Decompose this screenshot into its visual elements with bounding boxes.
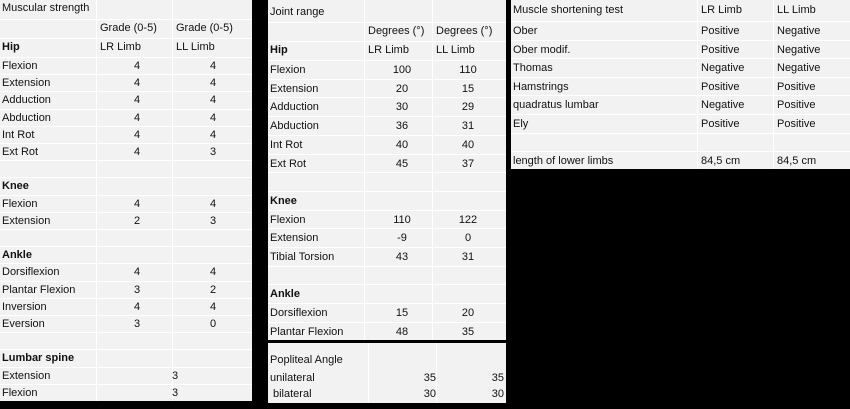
- lr-value: [374, 285, 430, 303]
- range-lr-header: LR Limb: [368, 44, 409, 56]
- table-row: [268, 154, 506, 173]
- ll-value: [188, 178, 238, 194]
- lr-value: [112, 178, 162, 194]
- table-row: [268, 303, 506, 322]
- row-label: Flexion: [270, 213, 306, 226]
- lr-value: 110: [393, 213, 411, 226]
- lr-value: 4: [133, 94, 141, 107]
- row-label: Lumbar spine: [2, 352, 75, 365]
- ll-value: 37: [461, 157, 475, 170]
- row-label: Thomas: [513, 62, 553, 75]
- lr-value: 48: [395, 325, 409, 338]
- row-label: Knee: [2, 180, 29, 193]
- row-value: 3: [171, 386, 179, 399]
- lr-value: [112, 333, 162, 349]
- row-label: Dorsiflexion: [270, 307, 328, 320]
- range-col1-header: Degrees (°): [368, 25, 425, 37]
- lr-value: 30: [395, 101, 409, 114]
- range-title: Joint range: [270, 6, 325, 18]
- table-row: [0, 19, 252, 37]
- table-row: [268, 135, 506, 154]
- ll-value: 4: [209, 266, 217, 279]
- row-label: Tibial Torsion: [270, 251, 335, 263]
- row-label: Flexion: [2, 197, 38, 210]
- row-label: Int Rot: [270, 138, 303, 151]
- ll-value: 4: [209, 197, 217, 210]
- ll-value: Negative: [777, 62, 821, 75]
- ll-value: [188, 247, 238, 263]
- row-label: Extension: [2, 369, 51, 382]
- lr-value: 2: [133, 214, 141, 227]
- ll-value: 4: [209, 111, 217, 124]
- lr-value: Positive: [701, 43, 740, 56]
- row-label: quadratus lumbar: [513, 99, 599, 112]
- lr-value: Positive: [701, 118, 740, 130]
- row-label: unilateral: [270, 372, 315, 384]
- ll-value: 4: [209, 94, 217, 107]
- table-row: [0, 281, 252, 298]
- ll-value: 4: [209, 300, 217, 313]
- table-row: [511, 151, 850, 170]
- table-row: [0, 367, 252, 384]
- table-row: [268, 0, 506, 19]
- lr-value: 30: [423, 388, 436, 400]
- row-label: Extension: [270, 232, 319, 245]
- ll-value: [188, 230, 238, 246]
- table-row: [0, 109, 252, 126]
- table-row: [511, 133, 850, 152]
- lr-value: 20: [395, 82, 409, 95]
- ll-value: 4: [209, 60, 217, 72]
- table-row: [0, 0, 252, 18]
- lr-value: 84,5 cm: [701, 155, 741, 168]
- table-row: [268, 228, 506, 247]
- row-label: Ober: [513, 25, 538, 37]
- ll-value: Positive: [777, 99, 816, 112]
- lr-value: 4: [133, 60, 141, 72]
- lr-value: 40: [395, 138, 409, 151]
- table-row: [0, 332, 252, 349]
- row-label: Extension: [270, 82, 319, 95]
- ll-value: 122: [458, 213, 478, 226]
- lr-value: [112, 247, 162, 263]
- lr-value: 45: [395, 157, 409, 170]
- table-row: [268, 41, 506, 59]
- popliteal-title: Popliteal Angle: [270, 354, 343, 366]
- ll-value: [440, 285, 496, 303]
- ll-value: 35: [491, 372, 504, 384]
- range-ll-header: LL Limb: [436, 44, 475, 56]
- table-row: [0, 246, 252, 263]
- row-label: length of lower limbs: [513, 155, 614, 168]
- ll-value: 40: [461, 138, 475, 151]
- row-label: Inversion: [2, 300, 47, 313]
- ll-value: [440, 173, 496, 191]
- lr-value: Negative: [701, 99, 745, 112]
- shortening-ll-header: LL Limb: [777, 4, 816, 16]
- ll-value: Negative: [777, 43, 821, 56]
- row-label: Ely: [513, 118, 529, 130]
- row-label: Adduction: [270, 101, 319, 114]
- table-row: [268, 247, 506, 266]
- ll-value: 31: [461, 251, 475, 263]
- table-row: [268, 322, 506, 341]
- ll-value: [188, 161, 238, 177]
- ll-value: 110: [459, 64, 477, 76]
- table-row: [268, 284, 506, 303]
- ll-value: 29: [461, 101, 475, 114]
- joint-range-table: [268, 0, 506, 340]
- table-row: [511, 40, 850, 59]
- table-row: [268, 353, 506, 368]
- strength-col1-header: Grade (0-5): [100, 22, 157, 34]
- row-label: Ankle: [2, 249, 32, 262]
- lr-value: -9: [397, 232, 407, 245]
- row-label: Flexion: [270, 64, 306, 76]
- lr-value: Positive: [701, 80, 740, 93]
- table-row: [511, 95, 850, 114]
- row-label: Ober modif.: [513, 43, 571, 56]
- lr-value: [374, 173, 430, 191]
- row-label: Plantar Flexion: [270, 325, 344, 338]
- row-label: Knee: [270, 194, 297, 207]
- table-row: [0, 349, 252, 366]
- lr-value: 100: [392, 64, 412, 76]
- lr-value: Negative: [701, 62, 745, 75]
- lr-value: [374, 192, 430, 210]
- table-row: [0, 57, 252, 74]
- table-row: [0, 298, 252, 315]
- lr-value: [112, 161, 162, 177]
- strength-hip-label: Hip: [2, 41, 20, 53]
- lr-value: 4: [133, 266, 141, 279]
- lr-value: 4: [133, 111, 141, 124]
- row-label: Flexion: [2, 386, 38, 399]
- table-row: [0, 263, 252, 280]
- table-row: [511, 2, 850, 20]
- table-row: [268, 97, 506, 116]
- ll-value: [188, 333, 238, 349]
- table-row: [0, 126, 252, 143]
- row-value: 3: [171, 369, 179, 382]
- table-row: [0, 160, 252, 177]
- ll-value: 0: [209, 318, 217, 330]
- lr-value: 43: [395, 251, 409, 263]
- table-row: [511, 77, 850, 96]
- table-row: [511, 114, 850, 133]
- table-row: [268, 22, 506, 40]
- row-label: bilateral: [273, 388, 312, 400]
- ll-value: 0: [464, 232, 472, 245]
- lr-value: [112, 350, 162, 366]
- table-row: [268, 266, 506, 285]
- strength-col2-header: Grade (0-5): [176, 22, 233, 34]
- lr-value: 15: [395, 307, 409, 320]
- strength-ll-header: LL Limb: [176, 41, 215, 53]
- row-label: Eversion: [2, 318, 45, 330]
- ll-value: Positive: [777, 118, 816, 130]
- ll-value: 20: [461, 307, 475, 320]
- row-label: Adduction: [2, 94, 51, 107]
- ll-value: 2: [209, 283, 217, 296]
- table-row: [0, 177, 252, 194]
- lr-value: [112, 230, 162, 246]
- ll-value: 3: [209, 146, 217, 158]
- range-hip-label: Hip: [270, 44, 288, 56]
- row-label: Ext Rot: [270, 157, 307, 170]
- table-row: [268, 172, 506, 191]
- row-label: Extension: [2, 214, 51, 227]
- muscular-strength-table: [0, 0, 252, 401]
- table-row: [268, 116, 506, 135]
- ll-value: 30: [491, 388, 504, 400]
- table-row: [0, 195, 252, 212]
- ll-value: [440, 192, 496, 210]
- table-row: [0, 143, 252, 160]
- lr-value: 36: [395, 120, 409, 133]
- row-label: Extension: [2, 77, 51, 90]
- table-row: [268, 79, 506, 98]
- table-row: [0, 212, 252, 229]
- lr-value: 35: [423, 372, 436, 384]
- row-label: Hamstrings: [513, 80, 569, 93]
- table-row: [268, 60, 506, 79]
- table-row: [0, 315, 252, 332]
- ll-value: 84,5 cm: [777, 155, 817, 168]
- table-row: [0, 229, 252, 246]
- lr-value: 4: [133, 128, 141, 141]
- lr-value: 4: [133, 146, 141, 158]
- table-row: [0, 384, 252, 401]
- lr-value: [374, 267, 430, 285]
- table-row: [0, 74, 252, 91]
- row-label: Ext Rot: [2, 146, 39, 158]
- ll-value: 4: [209, 128, 217, 141]
- lr-value: 4: [133, 300, 141, 313]
- row-label: Dorsiflexion: [2, 266, 60, 279]
- row-label: Abduction: [270, 120, 319, 133]
- ll-value: 35: [461, 325, 475, 338]
- ll-value: Positive: [777, 80, 816, 93]
- ll-value: Negative: [777, 25, 821, 37]
- muscle-shortening-table: [511, 0, 850, 169]
- table-row: [511, 21, 850, 40]
- shortening-title: Muscle shortening test: [513, 4, 624, 16]
- table-row: [0, 91, 252, 108]
- row-label: Plantar Flexion: [2, 283, 76, 296]
- ll-value: 15: [461, 82, 475, 95]
- ll-value: [188, 350, 238, 366]
- table-row: [0, 38, 252, 56]
- table-row: [268, 210, 506, 229]
- ll-value: 4: [209, 77, 217, 90]
- lr-value: 4: [133, 77, 141, 90]
- ll-value: 31: [461, 120, 475, 133]
- row-label: Int Rot: [2, 128, 35, 141]
- strength-title: Muscular strength: [2, 2, 90, 14]
- strength-lr-header: LR Limb: [100, 41, 141, 53]
- range-col2-header: Degrees (°): [436, 25, 493, 37]
- row-label: Ankle: [270, 288, 300, 301]
- row-label: Abduction: [2, 111, 51, 124]
- table-row: [511, 58, 850, 77]
- ll-value: 3: [209, 214, 217, 227]
- lr-value: 4: [133, 197, 141, 210]
- lr-value: Positive: [701, 25, 740, 37]
- table-row: [268, 386, 506, 402]
- table-row: [268, 370, 506, 386]
- lr-value: 3: [133, 283, 141, 296]
- ll-value: [440, 267, 496, 285]
- popliteal-angle-table: [268, 343, 506, 403]
- table-row: [268, 191, 506, 210]
- lr-value: 3: [133, 318, 141, 330]
- shortening-lr-header: LR Limb: [701, 4, 742, 16]
- row-label: Flexion: [2, 60, 38, 72]
